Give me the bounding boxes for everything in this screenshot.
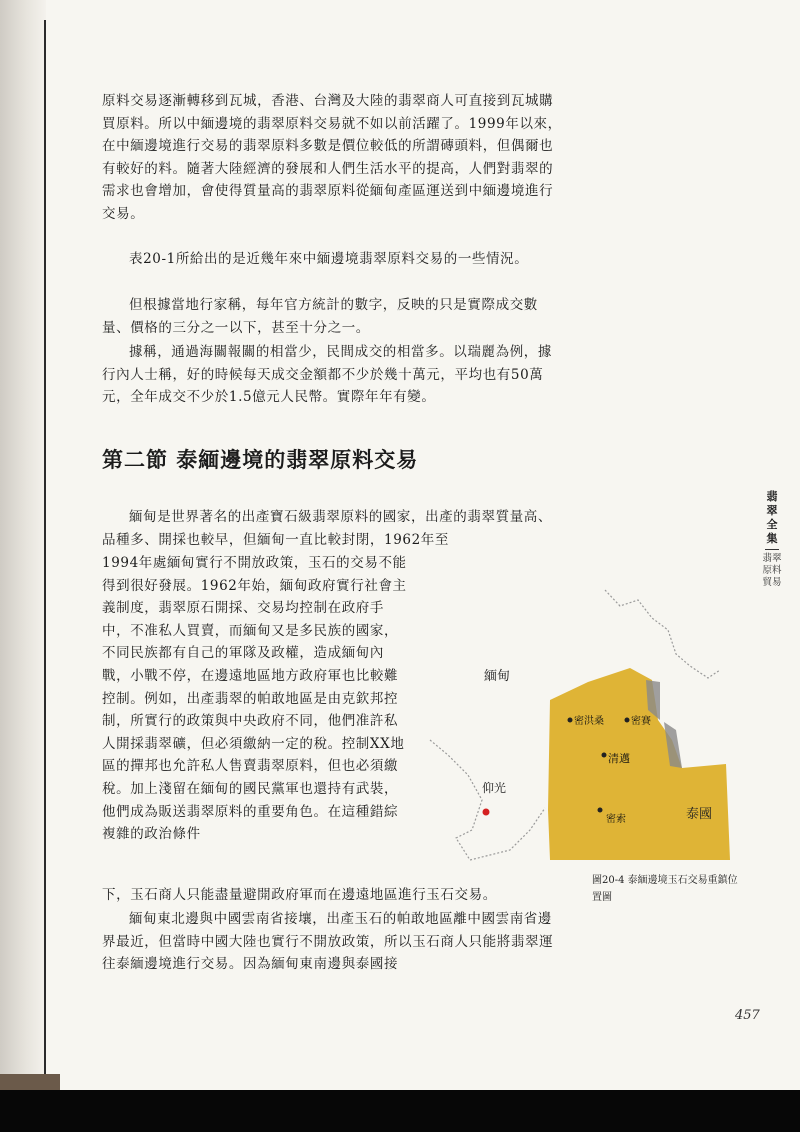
map-label-place: 密索 (606, 814, 626, 825)
map-dot-place (625, 718, 630, 723)
map-dot-yangon (483, 809, 490, 816)
map-border-north (605, 590, 720, 678)
paragraph-1: 原料交易逐漸轉移到瓦城，香港、台灣及大陸的翡翠商人可直接到瓦城購買原料。所以中緬邊境的翡翠原料交易就不如以前活躍了。1999年以來，在中緬邊境進行交易的翡翠原料多數是價位較低的所謂磚頭料，但偶爾也有較好的料。隨著大陸經濟的發展和人們生活水平的提高，人們對翡翠的需求也會增加，會使得質量高的翡翠原料從緬甸產區運送到中緬邊境進行交易。 (102, 93, 562, 222)
map-label-burma: 緬甸 (484, 669, 511, 684)
side-tab-title: 翡翠全集 (766, 490, 778, 545)
paragraph-3: 但根據當地行家稱，每年官方統計的數字，反映的只是實際成交數量、價格的三分之一以下，甚至十分之一。 (102, 297, 538, 336)
map-label-place: 清邁 (608, 752, 630, 765)
chapter-side-tab (762, 490, 782, 589)
paragraph-2: 表20-1所給出的是近幾年來中緬邊境翡翠原料交易的一些情況。 (129, 251, 529, 267)
paragraph-5-end: 下，玉石商人只能盡量避開政府軍而在邊遠地區進行玉石交易。 (102, 887, 497, 903)
map-dot-place (602, 753, 607, 758)
side-tab-subtitle: 翡翠原料貿易 (762, 553, 782, 588)
map-label-place: 密賽 (631, 716, 651, 727)
map-label-thailand: 泰國 (686, 807, 713, 822)
paragraph-5-wrapped: 1994年處緬甸實行不開放政策，玉石的交易不能得到很好發展。1962年始，緬甸政府實行社會主義制度，翡翠原石開採、交易均控制在政府手中，不准私人買賣，而緬甸又是多民族的國家，不同民族都有自己的軍隊及政權，造成緬甸內戰，小戰不停，在邊遠地區地方政府軍也比較難控制。例如，出產翡翠的帕敢地區是由克欽邦控制，所實行的政策與中央政府不同，他們准許私人開採翡翠礦，但必須繳納一定的稅。控制XX地區的撣邦也允許私人售賣翡翠原料，但也必須繳稅。加上淺留在緬甸的國民黨軍也還持有武裝，他們成為販送翡翠原料的重要角色。在這種錯綜複雜的政治條件 (102, 555, 407, 843)
scan-bottom-border (0, 1090, 800, 1132)
paragraph-6: 緬甸東北邊與中國雲南省接壤，出產玉石的帕敢地區離中國雲南省邊界最近，但當時中國大陸也實行不開放政策，所以玉石商人只能將翡翠運往泰緬邊境進行交易。因為緬甸東南邊與泰國接 (102, 911, 554, 973)
section-heading: 第二節 泰緬邊境的翡翠原料交易 (102, 447, 419, 472)
book-spine-shadow (0, 0, 46, 1090)
border-map (420, 570, 750, 870)
map-label-yangon: 仰光 (482, 781, 507, 795)
paragraph-5-intro: 緬甸是世界著名的出產寶石級翡翠原料的國家，出產的翡翠質量高、品種多、開採也較早，但緬甸一直比較封閉，1962年至 (102, 509, 552, 548)
map-caption: 圖20-4 泰緬邊境玉石交易重鎮位置圖 (592, 875, 738, 903)
map-thailand-region (548, 668, 730, 860)
spine-edge-line (44, 20, 46, 1080)
map-dot-place (598, 808, 603, 813)
page-number: 457 (735, 1008, 760, 1023)
map-label-place: 密洪桑 (574, 716, 604, 727)
side-tab-rule (765, 549, 779, 550)
map-dot-place (568, 718, 573, 723)
paragraph-4: 據稱，通過海關報關的相當少，民間成交的相當多。以瑞麗為例，據行內人士稱，好的時候每天成交金額都不少於幾十萬元，平均也有50萬元，全年成交不少於1.5億元人民幣。實際年年有變。 (102, 344, 552, 406)
map-coastline (430, 740, 545, 860)
